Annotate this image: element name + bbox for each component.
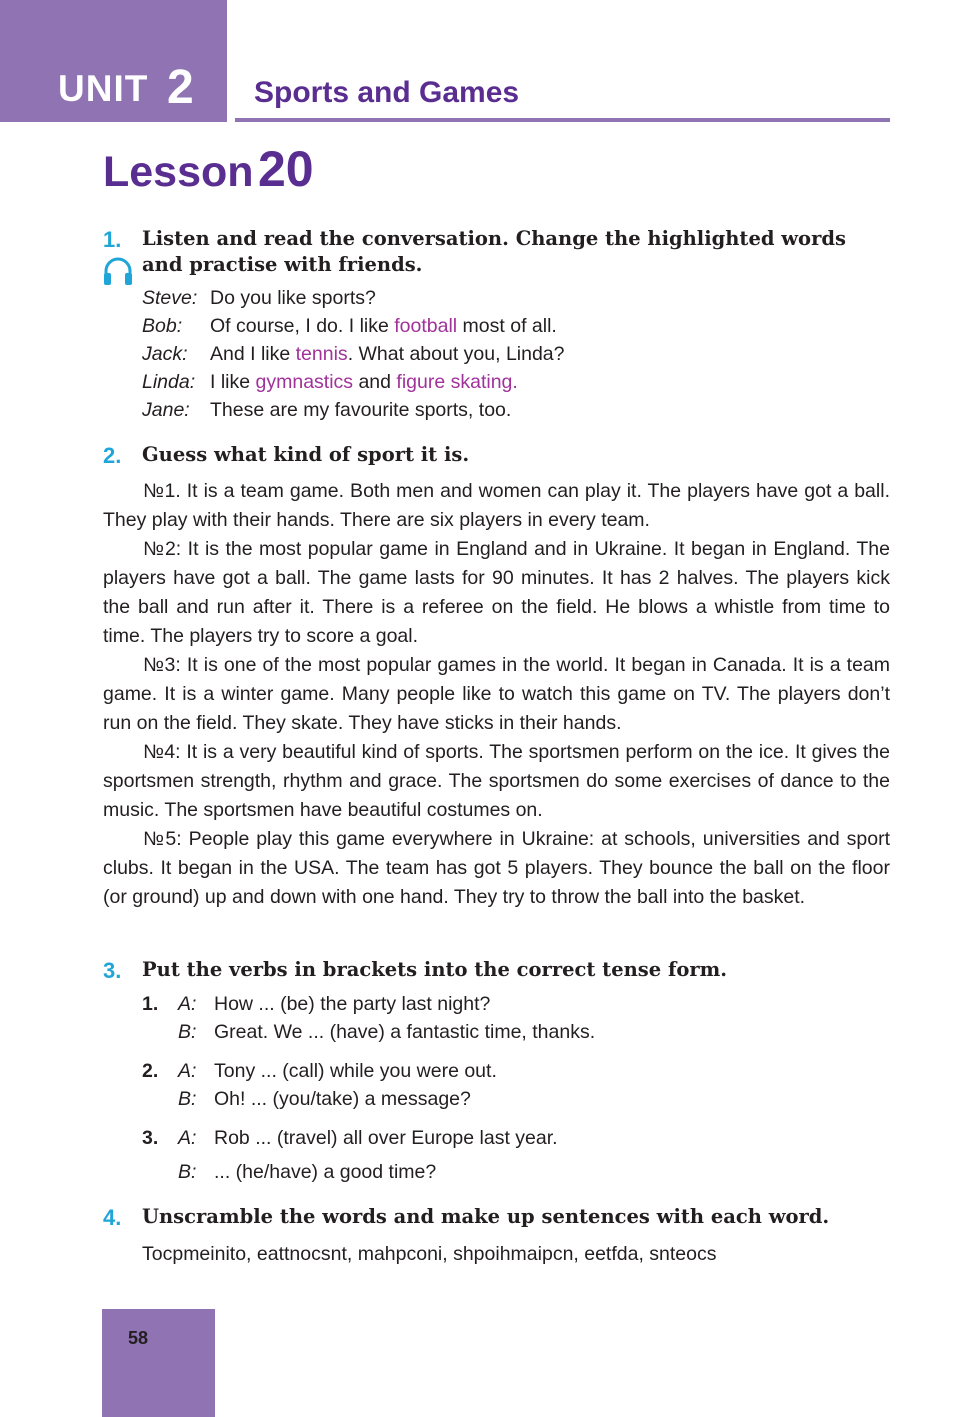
speaker-b: B: [178, 1088, 197, 1110]
line-a: Tony ... (call) while you were out. [214, 1060, 497, 1082]
exercise-3-item [142, 1124, 558, 1186]
dialogue-line [142, 340, 565, 368]
exercise-3-item [142, 1057, 497, 1113]
paragraph: №5: People play this game everywhere in Ukraine: at schools, universities and sport clubs. It began in the USA. The team has got 5 players. They bounce the ball on the floor (or ground) up and down with one hand. They try to throw the ball into the basket. [103, 828, 890, 908]
highlighted-word: gymnastics [255, 371, 354, 393]
exercise-3-number: 3. [103, 958, 122, 983]
page-number: 58 [128, 1328, 149, 1348]
speaker-name: Bob: [142, 315, 183, 337]
exercise-1-dialogue [142, 284, 565, 424]
speaker-b: B: [178, 1021, 197, 1043]
dialogue-text: I like [210, 371, 256, 393]
speaker-name: Steve: [142, 287, 198, 309]
line-b: Oh! ... (you/take) a message? [214, 1088, 471, 1110]
speaker-name: Jack: [142, 343, 188, 365]
item-number: 3. [142, 1127, 159, 1149]
dialogue-line [142, 312, 565, 340]
paragraph: №2: It is the most popular game in England and in Ukraine. It began in England. The players have got a ball. The game lasts for 90 minutes. It has 2 halves. The players kick the ball and run after it. There is a referee on the field. He blows a whistle from time to time. The players try to score a goal. [103, 538, 890, 647]
exercise-1-instruction: Listen and read the conversation. Change the highlighted words and practise with friends. [142, 227, 846, 276]
dialogue-line [142, 396, 565, 424]
lesson-word: Lesson [103, 148, 254, 196]
lesson-title [103, 140, 314, 198]
dialogue-text: . [512, 371, 518, 393]
exercise-1-number: 1. [103, 227, 122, 252]
line-b: Great. We ... (have) a fantastic time, thanks. [214, 1021, 596, 1043]
unit-label: UNIT [58, 68, 149, 109]
scrambled-words: Tocpmeinito, eattnocsnt, mahpconi, shpoihmaipcn, eetfda, snteocs [142, 1243, 717, 1265]
item-number: 1. [142, 993, 159, 1015]
exercise-2-text [103, 477, 890, 912]
speaker-a: A: [178, 1127, 197, 1149]
highlighted-word: football [394, 315, 458, 337]
speaker-b: B: [178, 1161, 197, 1183]
line-b: ... (he/have) a good time? [214, 1161, 437, 1183]
dialogue-text: Do you like sports? [210, 287, 376, 309]
unit-number: 2 [167, 61, 194, 114]
speaker-name: Linda: [142, 371, 196, 393]
dialogue-text: These are my favourite sports, too. [210, 399, 512, 421]
headphones-icon [102, 256, 134, 286]
item-number: 2. [142, 1060, 159, 1082]
unit-title-underline [235, 118, 890, 122]
unit-title: Sports and Games [254, 76, 520, 109]
exercise-4-instruction: Unscramble the words and make up sentences with each word. [142, 1205, 830, 1228]
paragraph: №1. It is a team game. Both men and women can play it. The players have got a ball. They play with their hands. There are six players in every team. [103, 480, 890, 531]
paragraph: №3: It is one of the most popular games in the world. It began in Canada. It is a team game. It is a winter game. Many people like to watch this game on TV. The players don’t run on the field. They skate. They have sticks in their hands. [103, 654, 890, 734]
line-a: Rob ... (travel) all over Europe last year. [214, 1127, 558, 1149]
exercise-2-instruction: Guess what kind of sport it is. [142, 443, 470, 466]
dialogue-text: . What about you, Linda? [347, 343, 565, 365]
exercise-4-number: 4. [103, 1205, 122, 1230]
lesson-number: 20 [258, 141, 314, 197]
highlighted-word: figure skating [396, 371, 513, 393]
speaker-a: A: [178, 1060, 197, 1082]
speaker-name: Jane: [142, 399, 190, 421]
line-a: How ... (be) the party last night? [214, 993, 491, 1015]
paragraph: №4: It is a very beautiful kind of sports. The sportsmen perform on the ice. It gives the sportsmen strength, rhythm and grace. The sportsmen do some exercises of dance to the music. The sportsmen have beautiful costumes on. [103, 741, 890, 821]
highlighted-word: tennis [295, 343, 348, 365]
exercise-3-item [142, 990, 595, 1046]
dialogue-text: and [353, 371, 397, 393]
dialogue-text: most of all. [457, 315, 557, 337]
exercise-2-number: 2. [103, 443, 122, 468]
dialogue-text: And I like [210, 343, 296, 365]
page-number-box [102, 1309, 215, 1417]
exercise-3-instruction: Put the verbs in brackets into the correct tense form. [142, 958, 728, 981]
dialogue-line [142, 368, 565, 396]
speaker-a: A: [178, 993, 197, 1015]
dialogue-text: Of course, I do. I like [210, 315, 395, 337]
dialogue-line [142, 284, 565, 312]
